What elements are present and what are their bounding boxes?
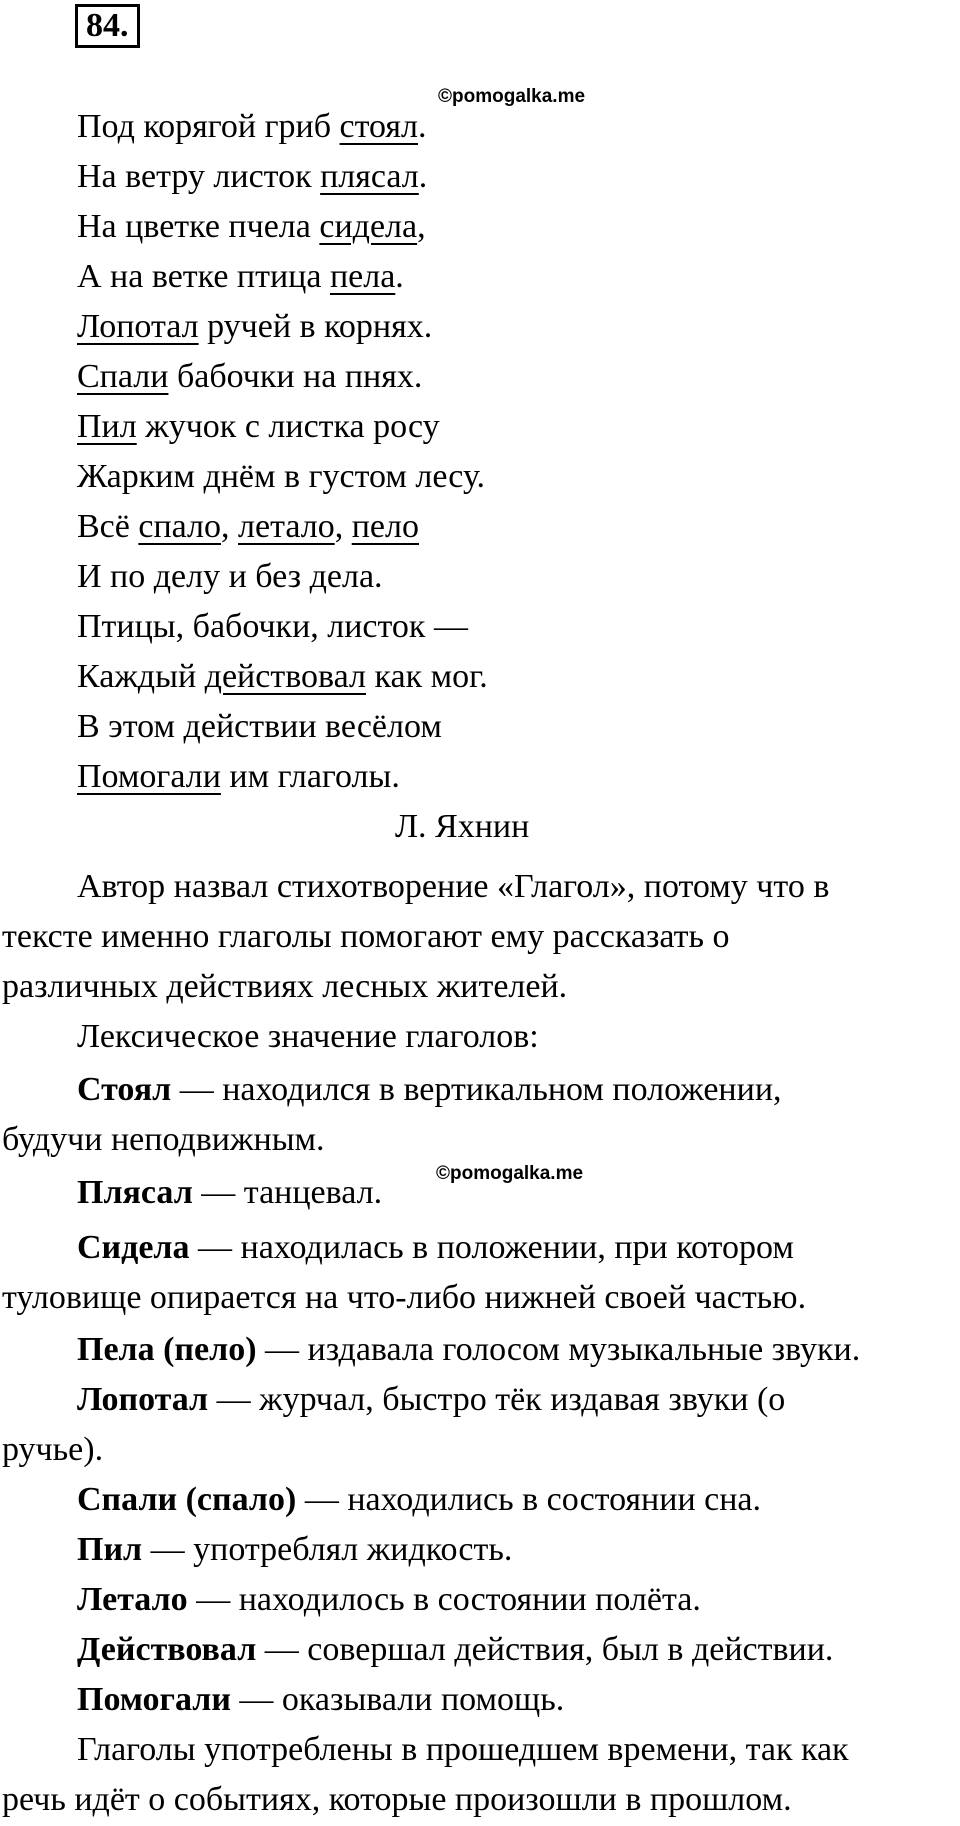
underlined-verb: пела bbox=[329, 258, 396, 295]
definition: Спали (спало) — находились в состоянии сна. bbox=[77, 1481, 762, 1518]
answer-line: различных действиях лесных жителей. bbox=[2, 968, 568, 1005]
underlined-verb: Лопотал bbox=[77, 308, 199, 345]
definition-term: Спали (спало) bbox=[77, 1481, 297, 1518]
definition-cont: ручье). bbox=[2, 1431, 104, 1468]
definition: Помогали — оказывали помощь. bbox=[77, 1681, 565, 1718]
poem-line: Каждый действовал как мог. bbox=[77, 658, 488, 695]
poem-line: Птицы, бабочки, листок — bbox=[77, 608, 468, 645]
poem-author: Л. Яхнин bbox=[395, 808, 530, 845]
definition-term: Сидела bbox=[77, 1229, 190, 1266]
definition-cont: будучи неподвижным. bbox=[2, 1121, 325, 1158]
poem-line: И по делу и без дела. bbox=[77, 558, 383, 595]
definition: Сидела — находилась в положении, при котором bbox=[77, 1229, 794, 1266]
poem-line: Лопотал ручей в корнях. bbox=[77, 308, 433, 345]
underlined-verb: действовал bbox=[204, 658, 366, 695]
definition-term: Действовал bbox=[77, 1631, 257, 1668]
definition-term: Помогали bbox=[77, 1681, 231, 1718]
answer-line: тексте именно глаголы помогают ему рассказать о bbox=[2, 918, 730, 955]
watermark: ©pomogalka.me bbox=[436, 1163, 584, 1184]
task-number: 84. bbox=[75, 4, 140, 48]
definition: Лопотал — журчал, быстро тёк издавая звуки (о bbox=[77, 1381, 786, 1418]
underlined-verb: сидела bbox=[319, 208, 418, 245]
definition: Стоял — находился в вертикальном положении, bbox=[77, 1071, 782, 1108]
underlined-verb: пело bbox=[351, 508, 419, 545]
definition: Плясал — танцевал. bbox=[77, 1174, 383, 1211]
answer-line: речь идёт о событиях, которые произошли в прошлом. bbox=[2, 1781, 792, 1818]
poem-line: На ветру листок плясал. bbox=[77, 158, 428, 195]
definition-term: Лопотал bbox=[77, 1381, 209, 1418]
underlined-verb: летало bbox=[238, 508, 335, 545]
underlined-verb: Помогали bbox=[77, 758, 221, 795]
definition: Действовал — совершал действия, был в действии. bbox=[77, 1631, 834, 1668]
underlined-verb: плясал bbox=[320, 158, 419, 195]
definition-term: Пела (пело) bbox=[77, 1331, 257, 1368]
definition-cont: туловище опирается на что-либо нижней своей частью. bbox=[2, 1279, 807, 1316]
definition: Пела (пело) — издавала голосом музыкальные звуки. bbox=[77, 1331, 861, 1368]
definition: Летало — находилось в состоянии полёта. bbox=[77, 1581, 701, 1618]
poem-line: На цветке пчела сидела, bbox=[77, 208, 426, 245]
poem-line: Под корягой гриб стоял. bbox=[77, 108, 427, 145]
answer-line: Глаголы употреблены в прошедшем времени, так как bbox=[77, 1731, 849, 1768]
poem-line: Пил жучок с листка росу bbox=[77, 408, 440, 445]
answer-line: Автор назвал стихотворение «Глагол», потому что в bbox=[77, 868, 830, 905]
definition: Пил — употреблял жидкость. bbox=[77, 1531, 513, 1568]
definition-term: Пил bbox=[77, 1531, 143, 1568]
underlined-verb: стоял bbox=[339, 108, 419, 145]
lexical-heading: Лексическое значение глаголов: bbox=[77, 1018, 539, 1055]
underlined-verb: Спали bbox=[77, 358, 169, 395]
poem-line: Спали бабочки на пнях. bbox=[77, 358, 423, 395]
underlined-verb: Пил bbox=[77, 408, 137, 445]
watermark: ©pomogalka.me bbox=[438, 86, 586, 107]
definition-term: Стоял bbox=[77, 1071, 172, 1108]
poem-line: Всё спало, летало, пело bbox=[77, 508, 419, 545]
underlined-verb: спало bbox=[138, 508, 222, 545]
poem-line: Жарким днём в густом лесу. bbox=[77, 458, 486, 495]
poem-line: Помогали им глаголы. bbox=[77, 758, 400, 795]
definition-term: Летало bbox=[77, 1581, 188, 1618]
poem-line: А на ветке птица пела. bbox=[77, 258, 404, 295]
poem-line: В этом действии весёлом bbox=[77, 708, 442, 745]
definition-term: Плясал bbox=[77, 1174, 193, 1211]
